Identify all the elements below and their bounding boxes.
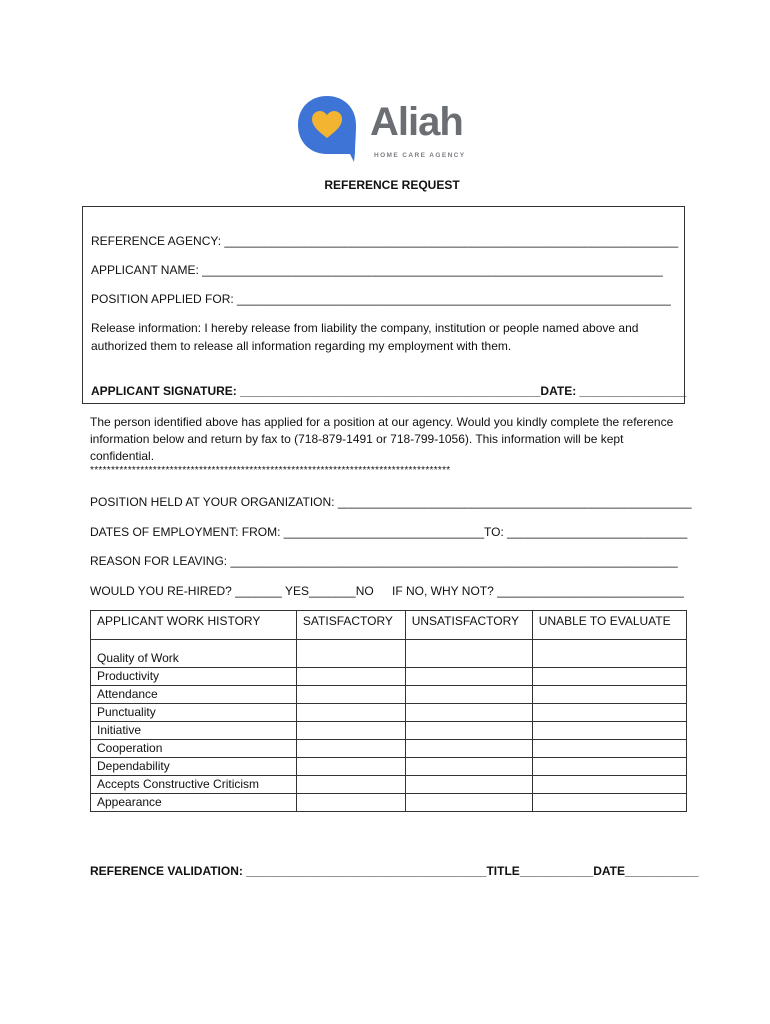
satisfactory-cell[interactable]: [296, 704, 405, 722]
table-header-row: [91, 611, 687, 640]
row-label: Punctuality: [91, 704, 297, 722]
brand-tagline: HOME CARE AGENCY: [374, 152, 466, 159]
unable-to-evaluate-cell[interactable]: [532, 668, 686, 686]
release-box: [82, 206, 685, 404]
unsatisfactory-cell[interactable]: [405, 640, 532, 668]
table-row: [91, 722, 687, 740]
row-label: Appearance: [91, 794, 297, 812]
row-label: Cooperation: [91, 740, 297, 758]
satisfactory-cell[interactable]: [296, 722, 405, 740]
applicant-name-field[interactable]: APPLICANT NAME: _____________________________________________________________________: [91, 263, 663, 277]
unable-to-evaluate-cell[interactable]: [532, 740, 686, 758]
satisfactory-cell[interactable]: [296, 640, 405, 668]
unable-to-evaluate-cell[interactable]: [532, 640, 686, 668]
satisfactory-cell[interactable]: [296, 776, 405, 794]
reference-validation-field[interactable]: REFERENCE VALIDATION: ____________________________________TITLE___________DATE___________: [90, 864, 699, 878]
position-applied-field[interactable]: POSITION APPLIED FOR: _________________________________________________________________: [91, 292, 671, 306]
position-held-field[interactable]: POSITION HELD AT YOUR ORGANIZATION: _____________________________________________________: [90, 495, 692, 509]
unsatisfactory-cell[interactable]: [405, 686, 532, 704]
aliah-logo: [296, 94, 476, 166]
table-row: [91, 704, 687, 722]
satisfactory-cell[interactable]: [296, 758, 405, 776]
if-no-why-field[interactable]: IF NO, WHY NOT? ____________________________: [392, 584, 684, 598]
speech-bubble-heart-icon: [296, 94, 358, 164]
header-satisfactory: SATISFACTORY: [296, 611, 405, 640]
header-unsatisfactory: UNSATISFACTORY: [405, 611, 532, 640]
unable-to-evaluate-cell[interactable]: [532, 686, 686, 704]
unsatisfactory-cell[interactable]: [405, 794, 532, 812]
reason-leaving-field[interactable]: REASON FOR LEAVING: ___________________________________________________________________: [90, 554, 678, 568]
header-unable-to-evaluate: UNABLE TO EVALUATE: [532, 611, 686, 640]
header-work-history: APPLICANT WORK HISTORY: [91, 611, 297, 640]
table-row: [91, 794, 687, 812]
rehire-field[interactable]: WOULD YOU RE-HIRED? _______ YES_______NO: [90, 584, 374, 598]
unsatisfactory-cell[interactable]: [405, 668, 532, 686]
unsatisfactory-cell[interactable]: [405, 722, 532, 740]
work-history-table: [90, 610, 687, 812]
unsatisfactory-cell[interactable]: [405, 740, 532, 758]
unsatisfactory-cell[interactable]: [405, 758, 532, 776]
satisfactory-cell[interactable]: [296, 686, 405, 704]
unable-to-evaluate-cell[interactable]: [532, 704, 686, 722]
reference-agency-field[interactable]: REFERENCE AGENCY: ____________________________________________________________________: [91, 234, 679, 248]
satisfactory-cell[interactable]: [296, 794, 405, 812]
unable-to-evaluate-cell[interactable]: [532, 722, 686, 740]
table-row: [91, 740, 687, 758]
intro-paragraph: The person identified above has applied for a position at our agency. Would you kindly complete the reference information below and return by fax to (718-879-1491 or 718-799-1056). This information will be kept confidential.: [90, 415, 674, 463]
table-row: [91, 776, 687, 794]
unsatisfactory-cell[interactable]: [405, 704, 532, 722]
page-title: REFERENCE REQUEST: [324, 178, 460, 192]
row-label: Productivity: [91, 668, 297, 686]
unable-to-evaluate-cell[interactable]: [532, 776, 686, 794]
row-label: Attendance: [91, 686, 297, 704]
table-row: [91, 686, 687, 704]
applicant-signature-field[interactable]: APPLICANT SIGNATURE: _____________________________________________DATE: ________________: [91, 384, 687, 398]
table-row: [91, 668, 687, 686]
unable-to-evaluate-cell[interactable]: [532, 758, 686, 776]
satisfactory-cell[interactable]: [296, 668, 405, 686]
row-label: Initiative: [91, 722, 297, 740]
table-row: [91, 758, 687, 776]
unable-to-evaluate-cell[interactable]: [532, 794, 686, 812]
table-row: [91, 640, 687, 668]
release-statement: Release information: I hereby release from liability the company, institution or people named above and authorized them to release all information regarding my employment with them.: [91, 321, 639, 353]
row-label: Accepts Constructive Criticism: [91, 776, 297, 794]
row-label: Quality of Work: [91, 640, 297, 668]
unsatisfactory-cell[interactable]: [405, 776, 532, 794]
separator-line: **************************************************************************************: [90, 465, 451, 476]
row-label: Dependability: [91, 758, 297, 776]
dates-employment-field[interactable]: DATES OF EMPLOYMENT: FROM: ______________________________TO: ___________________________: [90, 525, 688, 539]
satisfactory-cell[interactable]: [296, 740, 405, 758]
brand-name: Aliah: [370, 100, 463, 144]
